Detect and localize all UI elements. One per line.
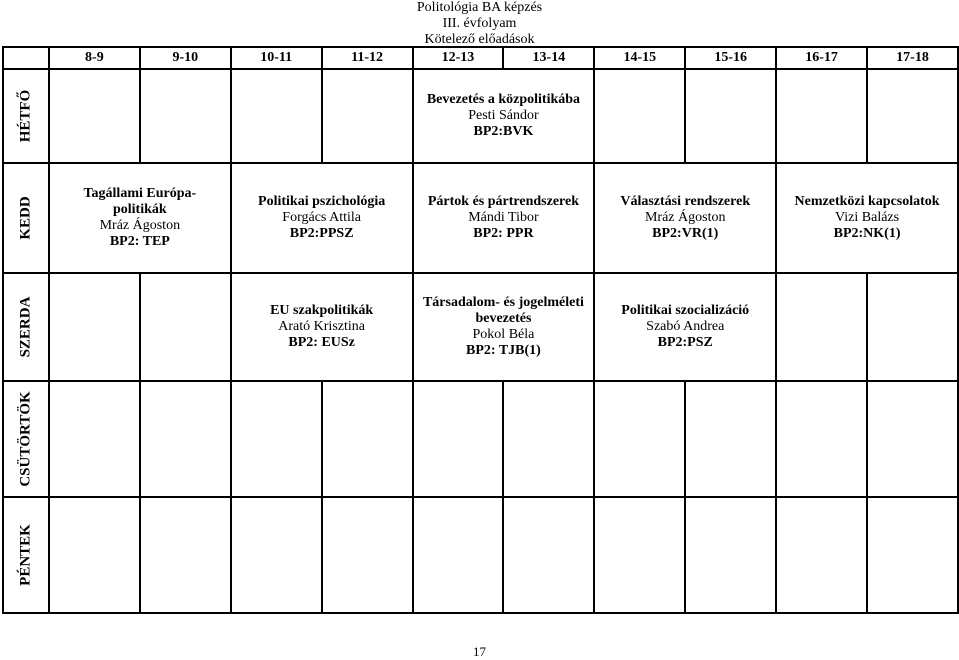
day-row-monday [3,69,958,163]
course-title: Társadalom- és jogelméleti bevezetés [422,295,584,326]
time-slot: 15-16 [685,47,776,69]
course-code: BP2: PPR [473,226,534,241]
time-slot: 11-12 [322,47,413,69]
course-code: BP2:BVK [473,124,534,139]
time-slot: 12-13 [413,47,504,69]
course-teacher: Pokol Béla [472,327,535,342]
course-code: BP2:PSZ [657,335,713,350]
course-teacher: Mándi Tibor [468,210,539,225]
course-teacher: Pesti Sándor [468,108,539,123]
day-label-cell [3,69,49,163]
time-slot: 9-10 [140,47,231,69]
course-title: Nemzetközi kapcsolatok [794,194,940,209]
course-cell-vr [594,163,776,273]
timetable [2,46,959,614]
corner-cell [3,47,49,69]
course-cell-tep [49,163,231,273]
course-cell-nk [776,163,958,273]
course-teacher: Mráz Ágoston [99,218,181,233]
course-code: BP2: TEP [109,234,170,249]
course-title: Bevezetés a közpolitikába [426,92,581,107]
page-number: 17 [473,644,486,659]
course-code: BP2:PPSZ [289,226,354,241]
course-code: BP2: TJB(1) [466,343,541,358]
year-title: III. évfolyam [442,16,517,31]
day-label-cell [3,273,49,381]
course-title: Politikai szocializáció [621,303,750,318]
course-teacher: Arató Krisztina [278,319,365,334]
course-teacher: Vizi Balázs [835,210,900,225]
course-code: BP2: EUSz [288,335,355,350]
course-title: Választási rendszerek [620,194,751,209]
day-label-cell [3,163,49,273]
course-teacher: Forgács Attila [282,210,361,225]
course-code: BP2:VR(1) [652,226,719,241]
course-cell-eusz [231,273,413,381]
program-title: Politológia BA képzés [416,0,543,15]
day-row-thursday [3,381,958,497]
day-label-thursday: CSÜTÖRTÖK [17,391,34,487]
course-teacher: Szabó Andrea [646,319,725,334]
day-row-friday [3,497,958,613]
time-slot: 13-14 [503,47,594,69]
time-slot: 14-15 [594,47,685,69]
course-title: Pártok és pártrendszerek [427,194,579,209]
course-cell-psz [594,273,776,381]
day-label-wednesday: SZERDA [17,296,34,358]
day-label-monday: HÉTFŐ [17,89,34,143]
lecture-type-title: Kötelező előadások [424,32,535,47]
course-title: Tagállami Európa-politikák [83,186,197,217]
day-label-cell [3,497,49,613]
course-title: Politikai pszichológia [258,194,386,209]
course-cell-ppr [413,163,595,273]
day-label-tuesday: KEDD [17,196,34,240]
day-row-tuesday [3,163,958,273]
course-teacher: Mráz Ágoston [644,210,726,225]
course-title: EU szakpolitikák [270,303,374,318]
time-slot: 17-18 [867,47,958,69]
day-label-friday: PÉNTEK [17,524,34,586]
time-header-row [3,47,958,69]
day-label-cell [3,381,49,497]
course-code: BP2:NK(1) [833,226,901,241]
time-slot: 16-17 [776,47,867,69]
time-slot: 10-11 [231,47,322,69]
document-header [0,0,959,48]
day-row-wednesday [3,273,958,381]
course-cell-bvk [413,69,595,163]
course-cell-tjb [413,273,595,381]
time-slot: 8-9 [49,47,140,69]
course-cell-ppsz [231,163,413,273]
